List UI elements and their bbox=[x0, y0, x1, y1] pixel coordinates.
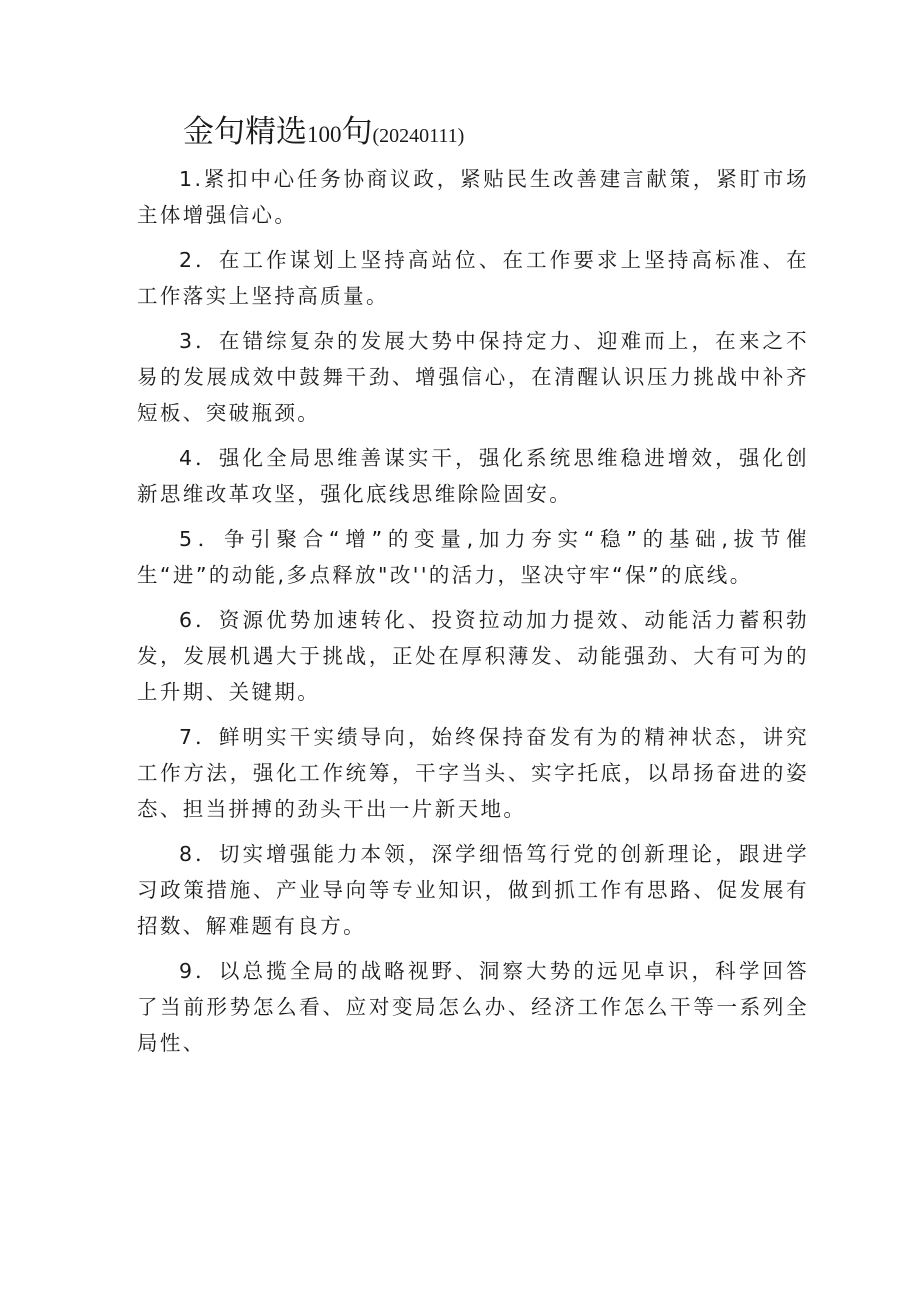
title-text: 金句精选 bbox=[183, 114, 307, 150]
document-title bbox=[183, 110, 464, 159]
paragraph-4: 4．强化全局思维善谋实干，强化系统思维稳进增效，强化创新思维改革攻坚，强化底线思维除险固安。 bbox=[137, 446, 809, 506]
paragraph-1: 1.紧扣中心任务协商议政，紧贴民生改善建言献策，紧盯市场主体增强信心。 bbox=[137, 167, 809, 227]
paragraph-7: 7．鲜明实干实绩导向，始终保持奋发有为的精神状态，讲究工作方法，强化工作统筹，干字当头、实字托底，以昂扬奋进的姿态、担当拼搏的劲头干出一片新天地。 bbox=[137, 725, 809, 821]
title-date: (20240111) bbox=[372, 125, 465, 147]
document-body bbox=[137, 161, 809, 1070]
paragraph-8: 8．切实增强能力本领，深学细悟笃行党的创新理论，跟进学习政策措施、产业导向等专业知识，做到抓工作有思路、促发展有招数、解难题有良方。 bbox=[137, 842, 809, 938]
paragraph-3: 3．在错综复杂的发展大势中保持定力、迎难而上，在来之不易的发展成效中鼓舞干劲、增强信心，在清醒认识压力挑战中补齐短板、突破瓶颈。 bbox=[137, 329, 809, 425]
paragraph-6: 6．资源优势加速转化、投资拉动加力提效、动能活力蓄积勃发，发展机遇大于挑战，正处在厚积薄发、动能强劲、大有可为的上升期、关键期。 bbox=[137, 608, 809, 704]
title-unit: 句 bbox=[341, 114, 373, 150]
title-number: 100 bbox=[307, 122, 342, 147]
paragraph-5: 5．争引聚合“增”的变量,加力夯实“稳”的基础,拔节催生“进”的动能,多点释放"改''的活力，坚决守牢“保”的底线。 bbox=[137, 527, 809, 587]
paragraph-2: 2．在工作谋划上坚持高站位、在工作要求上坚持高标准、在工作落实上坚持高质量。 bbox=[137, 248, 809, 308]
paragraph-9: 9．以总揽全局的战略视野、洞察大势的远见卓识，科学回答了当前形势怎么看、应对变局怎么办、经济工作怎么干等一系列全局性、 bbox=[137, 959, 809, 1055]
